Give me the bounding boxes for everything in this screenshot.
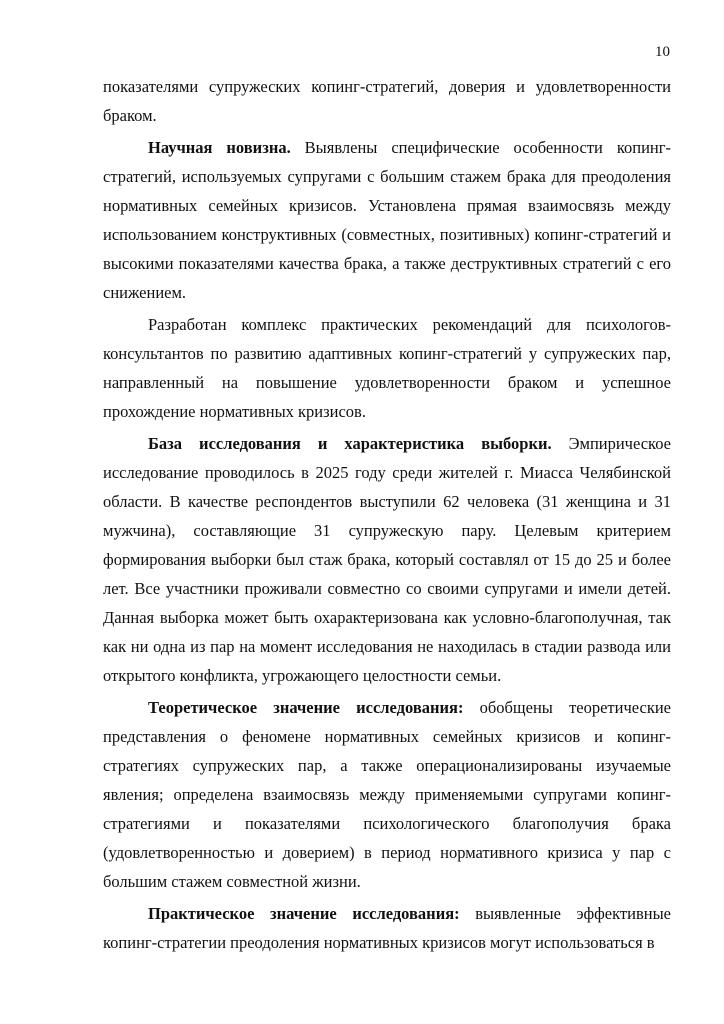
paragraph-text: показателями супружеских копинг-стратегий, доверия и удовлетворенности браком. [103,77,671,125]
page-number: 10 [655,44,670,60]
paragraph-theoretical-significance [103,693,671,896]
paragraph-research-base [103,429,671,690]
paragraph-text: Разработан комплекс практических рекомендаций для психологов-консультантов по развитию адаптивных копинг-стратегий у супружеских пар, направленный на повышение удовлетворенности браком и успешное прохождение нормативных кризисов. [103,315,671,421]
paragraph-recommendations [103,310,671,426]
paragraph-heading: Теоретическое значение исследования: [148,698,464,717]
paragraph-text: Эмпирическое исследование проводилось в 2025 году среди жителей г. Миасса Челябинской области. В качестве респондентов выступили 62 человека (31 женщина и 31 мужчина), составляющие 31 супружескую пару. Целевым критерием формирования выборки был стаж брака, который составлял от 15 до 25 и более лет. Все участники проживали совместно со своими супругами и имели детей. Данная выборка может быть охарактеризована как условно-благополучная, так как ни одна из пар на момент исследования не находилась в стадии развода или открытого конфликта, угрожающего целостности семьи. [103,434,671,685]
document-body [103,72,671,957]
paragraph-text: обобщены теоретические представления о феномене нормативных семейных кризисов и копинг-стратегиях супружеских пар, а также операционализированы изучаемые явления; определена взаимосвязь между применяемыми супругами копинг-стратегиями и показателями психологического благополучия брака (удовлетворенностью и доверием) в период нормативного кризиса у пар с большим стажем совместной жизни. [103,698,671,891]
paragraph-text: Выявлены специфические особенности копинг-стратегий, используемых супругами с большим стажем брака для преодоления нормативных семейных кризисов. Установлена прямая взаимосвязь между использованием конструктивных (совместных, позитивных) копинг-стратегий и высокими показателями качества брака, а также деструктивных стратегий с его снижением. [103,138,672,302]
paragraph-text: выявленные эффективные копинг-стратегии преодоления нормативных кризисов могут использоваться в [103,904,671,952]
paragraph-practical-significance [103,899,671,957]
paragraph-heading: Практическое значение исследования: [148,904,460,923]
paragraph-continuation [103,72,671,130]
paragraph-heading: База исследования и характеристика выборки. [148,434,552,453]
paragraph-scientific-novelty [103,133,671,307]
paragraph-heading: Научная новизна. [148,138,291,157]
